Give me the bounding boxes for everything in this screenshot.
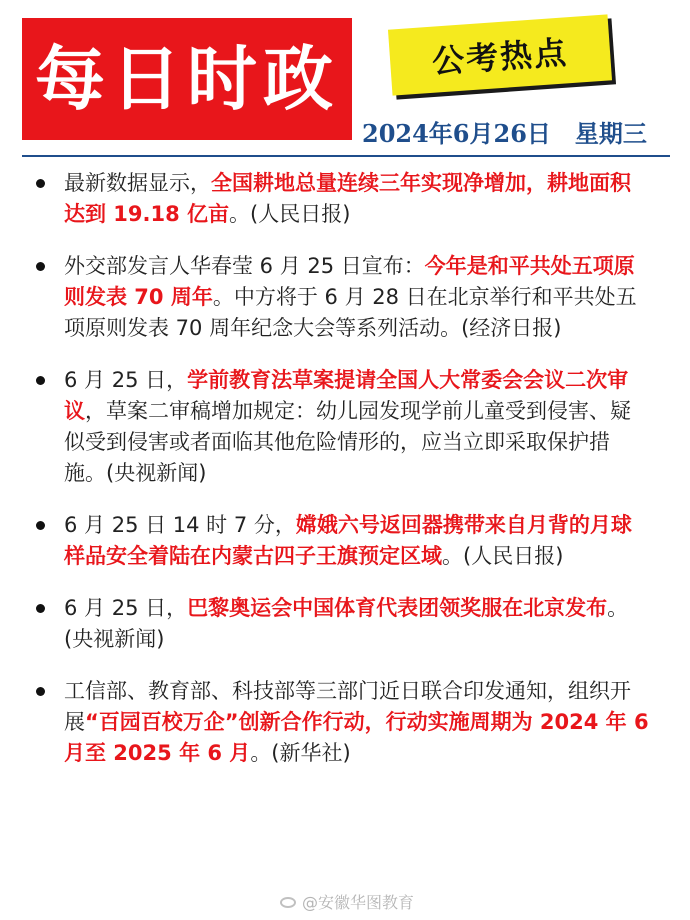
date-label: 2024年6月26日 星期三 [362, 119, 647, 148]
list-item [32, 676, 650, 769]
news-highlight: 学前教育法草案提请全国人大常委会会议二次审议 [64, 368, 629, 423]
news-text: 6 月 25 日， [64, 368, 188, 392]
bullet-icon [36, 179, 45, 188]
bullet-icon [36, 262, 45, 271]
list-item [32, 365, 650, 489]
news-text: 6 月 25 日 14 时 7 分， [64, 513, 296, 537]
page-title: 每日时政 [35, 38, 339, 120]
news-text: 6 月 25 日， [64, 596, 188, 620]
news-source: 。(新华社) [250, 741, 351, 765]
list-item [32, 251, 650, 344]
news-highlight: 嫦娥六号返回器携带来自月背的月球样品安全着陆在内蒙古四子王旗预定区域 [64, 513, 632, 568]
tag-label: 公考热点 [430, 33, 570, 81]
watermark [280, 890, 414, 913]
bullet-icon [36, 521, 45, 530]
news-text: 外交部发言人华春莹 6 月 25 日宣布： [64, 254, 425, 278]
news-source: 。(央视新闻) [64, 596, 629, 651]
bullet-icon [36, 376, 45, 385]
header [0, 0, 690, 160]
news-source: 。中方将于 6 月 28 日在北京举行和平共处五项原则发表 70 周年纪念大会等系列活动。(经济日报) [64, 285, 637, 340]
divider [22, 155, 670, 157]
news-highlight: “百园百校万企”创新合作行动，行动实施周期为 2024 年 6 月至 2025 年 6 月 [64, 710, 649, 765]
title-banner [22, 18, 352, 140]
bullet-icon [36, 604, 45, 613]
news-source: ，草案二审稿增加规定：幼儿园发现学前儿童受到侵害、疑似受到侵害或者面临其他危险情形的，应当立即采取保护措施。(央视新闻) [64, 399, 631, 485]
news-highlight: 今年是和平共处五项原则发表 70 周年 [64, 254, 635, 309]
bullet-icon [36, 687, 45, 696]
list-item [32, 168, 650, 230]
news-list [32, 168, 650, 790]
list-item [32, 510, 650, 572]
weibo-icon [280, 895, 298, 909]
news-text: 最新数据显示， [64, 171, 211, 195]
news-source: 。(人民日报) [229, 202, 351, 226]
tag-badge [384, 18, 624, 102]
news-highlight: 全国耕地总量连续三年实现净增加，耕地面积达到 19.18 亿亩 [64, 171, 631, 226]
news-text: 工信部、教育部、科技部等三部门近日联合印发通知，组织开展 [64, 679, 631, 734]
list-item [32, 593, 650, 655]
news-source: 。(人民日报) [442, 544, 564, 568]
news-highlight: 巴黎奥运会中国体育代表团领奖服在北京发布 [187, 596, 608, 620]
watermark-text: @安徽华图教育 [302, 893, 415, 912]
